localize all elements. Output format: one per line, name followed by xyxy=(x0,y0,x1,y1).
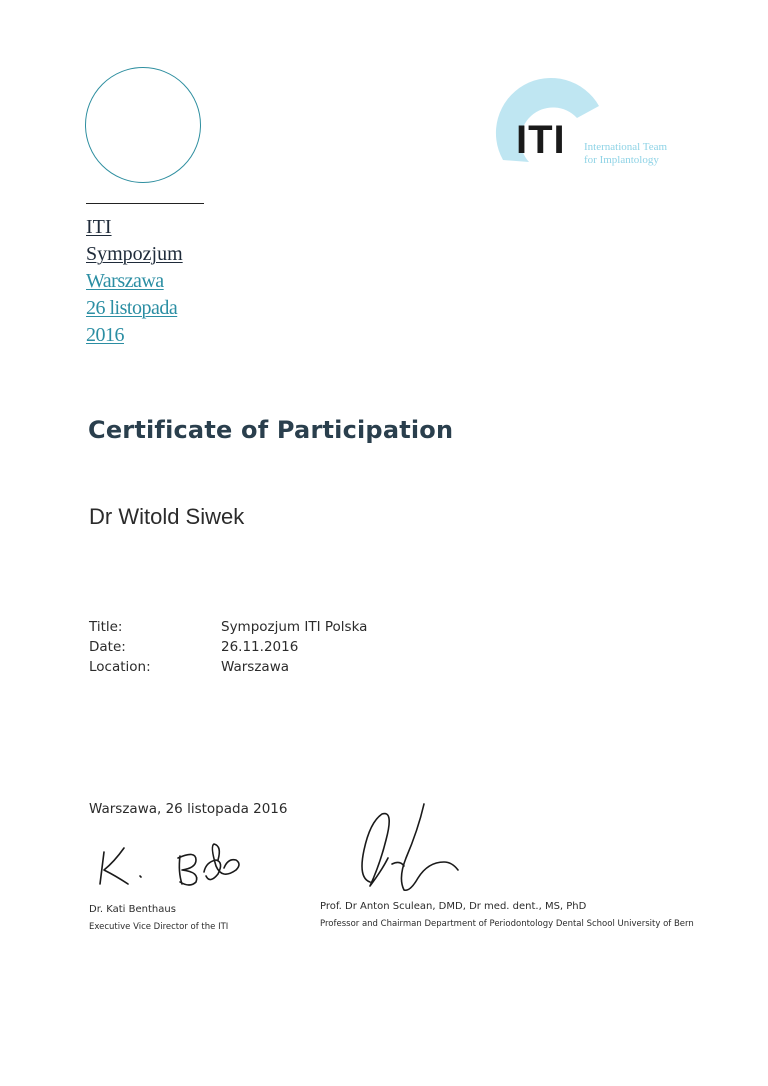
certificate-title: Certificate of Participation xyxy=(88,416,454,444)
signature-benthaus-icon xyxy=(92,840,252,900)
detail-value: Sympozjum ITI Polska xyxy=(221,619,368,635)
logo-tagline xyxy=(584,141,667,167)
signatory-1-role: Executive Vice Director of the ITI xyxy=(89,922,229,932)
signature-sculean-icon xyxy=(348,800,478,900)
logo-tagline-line-2: for Implantology xyxy=(584,154,659,166)
detail-value: 26.11.2016 xyxy=(221,639,299,655)
logo-abbreviation: ITI xyxy=(516,118,566,162)
detail-label: Location: xyxy=(89,659,151,675)
seal-text xyxy=(86,214,183,349)
signatory-2-role: Professor and Chairman Department of Periodontology Dental School University of Bern xyxy=(320,919,694,929)
seal-line-date: 26 listopada xyxy=(86,297,178,319)
seal-line-event: Sympozjum xyxy=(86,243,183,265)
issue-place-date: Warszawa, 26 listopada 2016 xyxy=(89,801,288,817)
seal-circle xyxy=(85,67,201,183)
iti-logo xyxy=(495,72,705,182)
seal-line-city: Warszawa xyxy=(86,270,164,292)
seal-divider xyxy=(86,203,204,204)
seal-line-iti: ITI xyxy=(86,216,112,238)
seal-line-year: 2016 xyxy=(86,324,124,346)
detail-label: Date: xyxy=(89,639,126,655)
detail-value: Warszawa xyxy=(221,659,290,675)
logo-tagline-line-1: International Team xyxy=(584,141,668,153)
detail-label: Title: xyxy=(89,619,123,635)
recipient-name: Dr Witold Siwek xyxy=(89,504,245,529)
signatory-2-name: Prof. Dr Anton Sculean, DMD, Dr med. dent., MS, PhD xyxy=(320,901,587,912)
signatory-1-name: Dr. Kati Benthaus xyxy=(89,904,176,915)
